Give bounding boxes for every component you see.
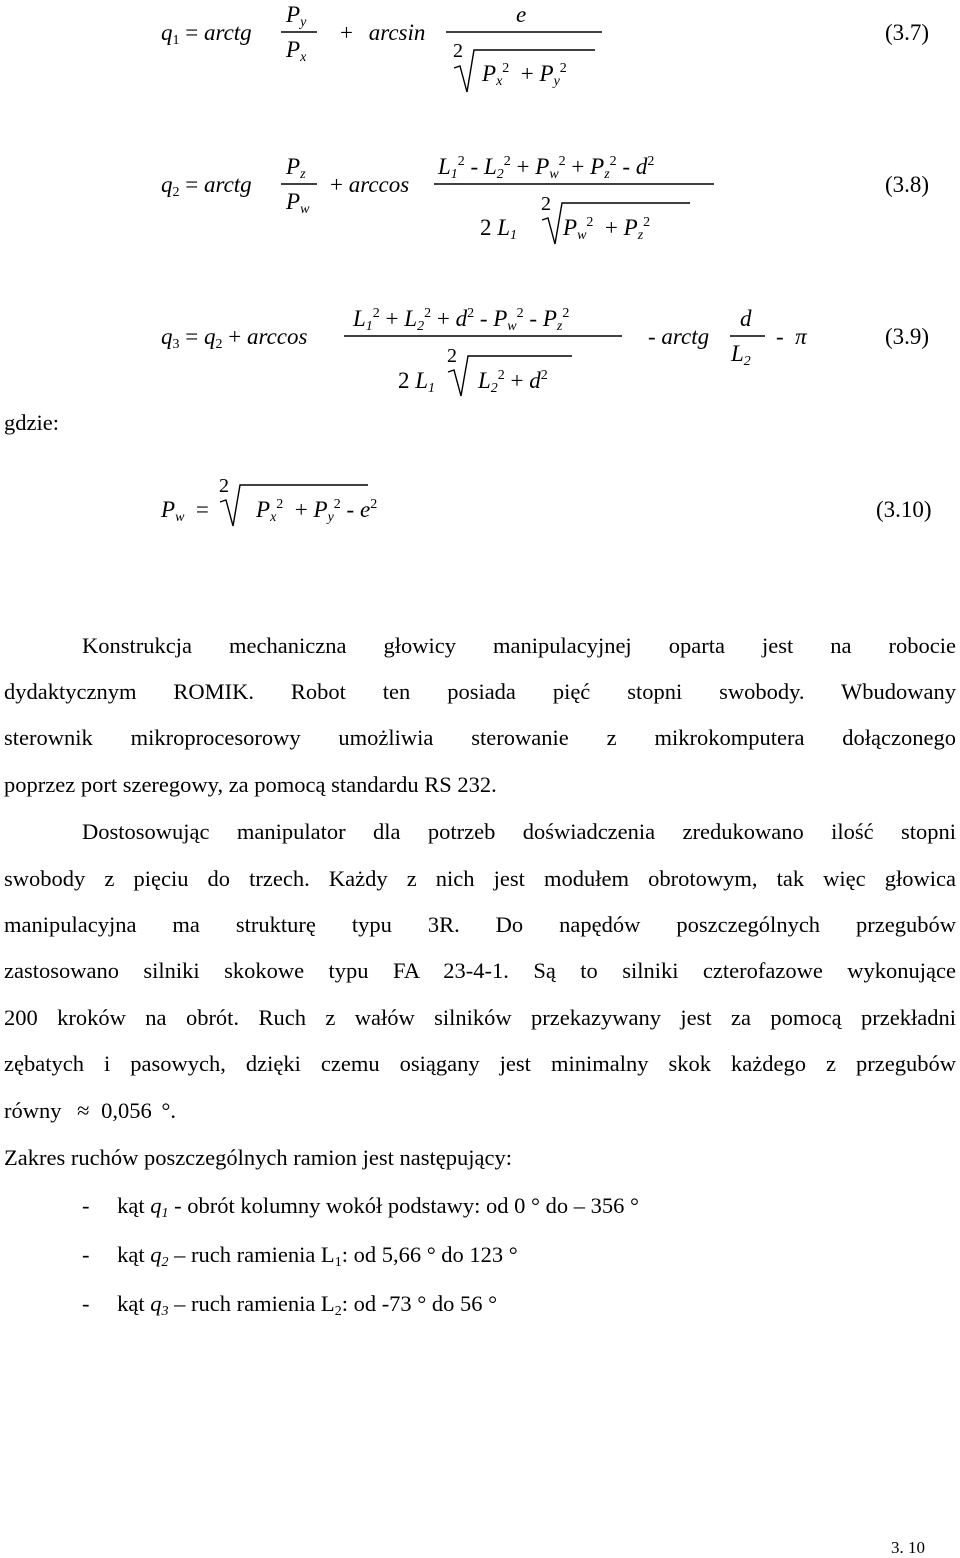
frac-numerator: $L_1^2 + L_2^2 + d^2 - P_w^2 - P_z^2$ (353, 306, 570, 334)
gdzie-label: gdzie: (4, 410, 59, 435)
text-line: 200 kroków na obrót. Ruch z wałów silników przekazywany jest za pomocą przekładni (4, 1005, 956, 1030)
root-radicand: $L_2^2 + d^2$ (478, 368, 548, 396)
root-radicand: $P_w^2 + P_z^2$ (563, 215, 651, 243)
equation-number: (3.7) (885, 20, 930, 45)
text-line: dydaktycznym ROMIK. Robot ten posiada pięć stopni swobody. Wbudowany (4, 679, 956, 704)
frac-numerator: $P_z$ (286, 154, 306, 182)
text-line: manipulacyjna ma strukturę typu 3R. Do napędów poszczególnych przegubów (4, 912, 956, 937)
equation-number: (3.10) (876, 497, 932, 522)
equation-lhs: q (161, 20, 173, 45)
approx-symbol: ≈ (77, 1098, 90, 1123)
equation-strokes (0, 0, 960, 560)
frac-denominator: $P_x$ (286, 37, 307, 65)
frac-numerator: e (516, 2, 527, 27)
page-number: 3. 10 (891, 1538, 925, 1557)
text-line: zębatych i pasowych, dzięki czemu osiągany jest minimalny skok każdego z przegubów (4, 1051, 956, 1076)
root-index: 2 (447, 345, 457, 367)
text-line: zastosowano silniki skokowe typu FA 23-4-1. Są to silniki czterofazowe wykonujące (4, 958, 956, 983)
root-index: 2 (541, 193, 551, 215)
text-line: Dostosowując manipulator dla potrzeb doświadczenia zredukowano ilość stopni (82, 819, 956, 844)
equation-number: (3.8) (885, 172, 930, 197)
root-index: 2 (453, 40, 463, 62)
frac-denominator: $P_w$ (286, 189, 310, 217)
root-index: 2 (219, 475, 229, 497)
list-item: - kąt $q_1$ - obrót kolumny wokół podstawy: od 0 ° do – 356 ° (82, 1193, 639, 1221)
root-radicand: $P_x^2 + P_y^2$ (482, 61, 567, 89)
frac-numerator: d (740, 306, 752, 331)
text-line: Konstrukcja mechaniczna głowicy manipulacyjnej oparta jest na robocie (82, 633, 956, 658)
text-line: swobody z pięciu do trzech. Każdy z nich jest modułem obrotowym, tak więc głowica (4, 866, 956, 891)
list-item: - kąt $q_2$ – ruch ramienia $L_1$: od 5,66 ° do 123 ° (82, 1242, 518, 1270)
root-radicand: $P_x^2 + P_y^2 - e^2$ (256, 497, 378, 525)
equation-number: (3.9) (885, 324, 930, 349)
text-line: równy ≈ 0,056 °. (4, 1098, 176, 1123)
frac-numerator: $L_1^2 - L_2^2 + P_w^2 + P_z^2 - d^2$ (438, 154, 655, 182)
list-item: - kąt $q_3$ – ruch ramienia $L_2$: od -73 ° do 56 ° (82, 1291, 498, 1319)
ranges-intro: Zakres ruchów poszczególnych ramion jest następujący: (4, 1145, 512, 1170)
text-line: sterownik mikroprocesorowy umożliwia sterowanie z mikrokomputera dołączonego (4, 725, 956, 750)
frac-numerator: $P_y$ (286, 2, 307, 30)
frac-denominator: $L_2$ (731, 341, 751, 369)
text-line: poprzez port szeregowy, za pomocą standardu RS 232. (4, 772, 497, 797)
